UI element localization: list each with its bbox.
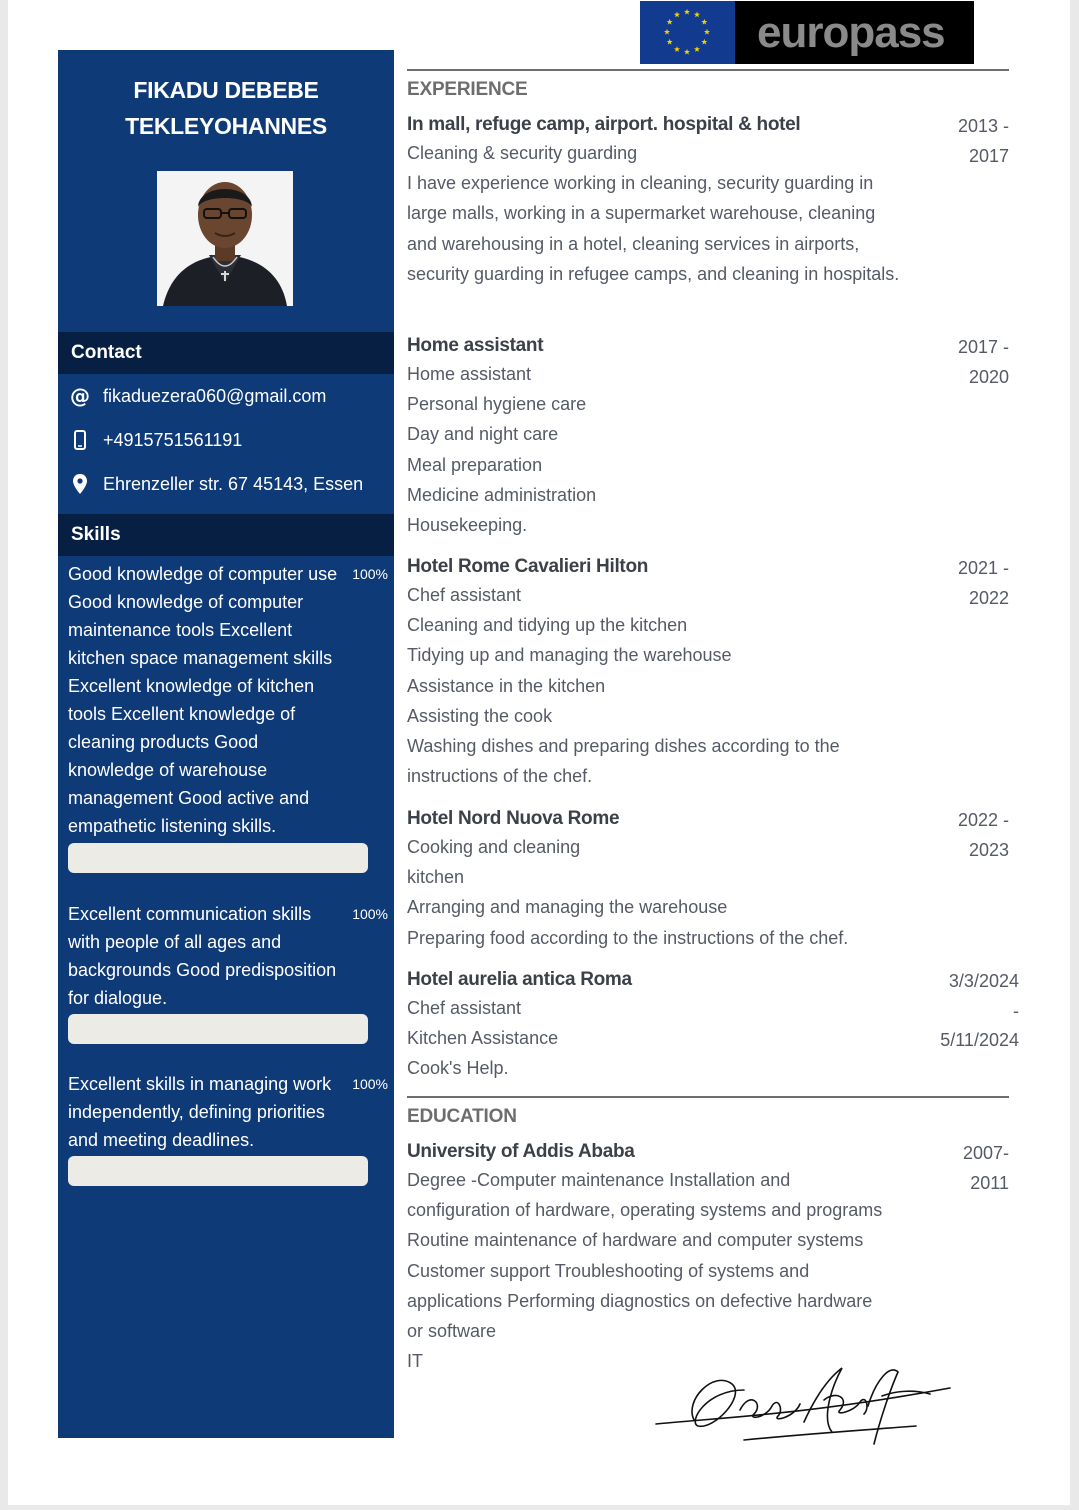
profile-photo <box>157 171 293 306</box>
name-line-2: TEKLEYOHANNES <box>125 113 327 139</box>
skill-item <box>68 900 388 1012</box>
skill-description: Excellent skills in managing work independently, defining priorities and meeting deadlines. <box>68 1074 332 1150</box>
entry-dates <box>958 806 1009 865</box>
entry-line: configuration of hardware, operating systems and programs <box>407 1200 883 1221</box>
contact-phone <box>66 427 386 453</box>
handwritten-signature <box>654 1360 954 1455</box>
date-end: 2022 <box>968 587 1009 608</box>
experience-entry <box>407 806 1019 953</box>
entry-line: Housekeeping. <box>407 515 528 536</box>
skills-heading: Skills <box>58 514 394 556</box>
date-end: 2020 <box>968 366 1009 387</box>
entry-title: Hotel aurelia antica Roma <box>407 969 632 990</box>
date-separator: - <box>1013 1000 1019 1021</box>
entry-description: I have experience working in cleaning, security guarding in large malls, working in a supermarket warehouse, cleaning and warehousing in a hotel, cleaning services in airports, security guarding in refugee camps, and cleaning in hospitals. <box>407 173 900 284</box>
entry-line: Chef assistant <box>407 998 522 1018</box>
date-start: 2021 - <box>957 558 1009 578</box>
entry-line: Arranging and managing the warehouse <box>407 897 728 918</box>
entry-title: In mall, refuge camp, airport. hospital & hotel <box>407 114 801 135</box>
experience-entry <box>407 554 1019 791</box>
skill-level-bar <box>68 1156 368 1186</box>
entry-line: Degree -Computer maintenance Installation and <box>407 1170 791 1190</box>
entry-title: University of Addis Ababa <box>407 1141 635 1162</box>
entry-line: Meal preparation <box>407 454 543 475</box>
date-end: 2023 <box>968 839 1009 860</box>
phone-icon <box>66 429 94 451</box>
entry-line: Assisting the cook <box>407 705 553 726</box>
entry-line: Assistance in the kitchen <box>407 675 606 696</box>
education-divider <box>407 1096 1009 1098</box>
skill-level-bar <box>68 843 368 873</box>
cv-page <box>8 0 1070 1505</box>
entry-line: Kitchen Assistance <box>407 1028 559 1049</box>
svg-text:@: @ <box>70 385 90 407</box>
entry-line: Routine maintenance of hardware and computer systems <box>407 1230 864 1251</box>
entry-dates <box>963 1139 1009 1198</box>
entry-line: applications Performing diagnostics on defective hardware <box>407 1290 873 1311</box>
europass-wordmark: europass <box>735 1 974 64</box>
location-pin-icon <box>66 473 94 495</box>
skill-level-bar <box>68 1014 368 1044</box>
entry-line: Preparing food according to the instructions of the chef. <box>407 927 849 948</box>
entry-line: Tidying up and managing the warehouse <box>407 645 732 666</box>
entry-line: Washing dishes and preparing dishes according to the <box>407 736 840 757</box>
entry-line: Day and night care <box>407 424 559 445</box>
contact-heading: Contact <box>58 332 394 374</box>
skill-item <box>68 1070 388 1154</box>
entry-title: Home assistant <box>407 335 544 356</box>
candidate-name <box>58 72 394 144</box>
sidebar <box>58 50 394 1438</box>
contact-email <box>66 383 386 409</box>
skill-item <box>68 560 388 840</box>
address-text: Ehrenzeller str. 67 45143, Essen <box>103 474 364 494</box>
entry-line: kitchen <box>407 867 465 888</box>
skill-percent: 100% <box>352 906 388 922</box>
education-heading: EDUCATION <box>407 1106 517 1127</box>
entry-dates <box>958 554 1009 613</box>
skill-percent: 100% <box>352 566 388 582</box>
phone-text: +4915751561191 <box>103 430 243 450</box>
entry-title: Hotel Nord Nuova Rome <box>407 808 620 829</box>
entry-line: Medicine administration <box>407 484 597 505</box>
entry-line: Cooking and cleaning <box>407 837 581 857</box>
date-start: 2022 - <box>957 810 1009 830</box>
entry-dates <box>940 967 1019 1056</box>
experience-divider <box>407 69 1009 71</box>
entry-dates <box>958 112 1009 171</box>
date-start: 2017 - <box>957 337 1009 357</box>
experience-entry <box>407 333 1019 540</box>
skill-description: Good knowledge of computer use Good knowledge of computer maintenance tools Excellent kitchen space management skills Excellent knowledge of kitchen tools Excellent knowledge of cleaning products Good knowledge of warehouse management Good active and empathetic listening skills. <box>68 564 338 836</box>
name-line-1: FIKADU DEBEBE <box>133 77 319 103</box>
entry-line: Home assistant <box>407 364 532 384</box>
entry-line: Chef assistant <box>407 585 522 605</box>
contact-address <box>66 471 386 497</box>
entry-line: Cook's Help. <box>407 1058 509 1079</box>
entry-line: Cleaning and tidying up the kitchen <box>407 615 688 636</box>
experience-heading: EXPERIENCE <box>407 79 528 100</box>
skill-description: Excellent communication skills with people of all ages and backgrounds Good predisposition for dialogue. <box>68 904 337 1008</box>
date-start: 2007- <box>962 1143 1009 1163</box>
email-text: fikaduezera060@gmail.com <box>103 386 327 406</box>
date-end: 2011 <box>970 1172 1009 1193</box>
education-entry <box>407 1139 1019 1376</box>
date-end: 5/11/2024 <box>940 1030 1019 1050</box>
entry-role: Cleaning & security guarding <box>407 143 638 163</box>
entry-dates <box>958 333 1009 392</box>
main-content <box>407 0 1047 1500</box>
date-start: 3/3/2024 <box>948 971 1019 991</box>
entry-line: instructions of the chef. <box>407 766 593 787</box>
entry-title: Hotel Rome Cavalieri Hilton <box>407 556 649 577</box>
date-end: 2017 <box>968 145 1009 166</box>
entry-line: Personal hygiene care <box>407 394 587 415</box>
at-icon <box>66 385 94 407</box>
experience-entry <box>407 112 1019 289</box>
date-start: 2013 - <box>957 116 1009 136</box>
experience-entry <box>407 967 1019 1084</box>
entry-line: Customer support Troubleshooting of systems and <box>407 1260 810 1281</box>
entry-line: IT <box>407 1351 423 1372</box>
skill-percent: 100% <box>352 1076 388 1092</box>
entry-line: or software <box>407 1321 497 1342</box>
